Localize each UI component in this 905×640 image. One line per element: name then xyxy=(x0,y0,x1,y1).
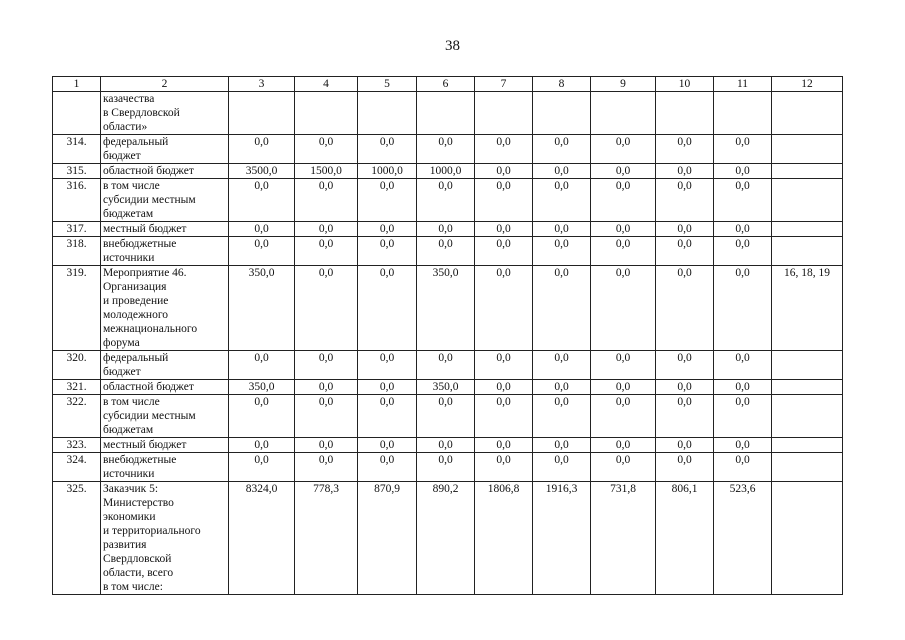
value-cell: 0,0 xyxy=(417,453,475,482)
value-cell: 0,0 xyxy=(591,266,656,351)
value-cell: 0,0 xyxy=(358,380,417,395)
target-indicators-cell xyxy=(772,395,843,438)
table-row xyxy=(53,482,843,595)
table-row xyxy=(53,438,843,453)
value-cell: 0,0 xyxy=(656,164,714,179)
target-indicators-cell xyxy=(772,351,843,380)
value-cell: 0,0 xyxy=(533,395,591,438)
value-cell xyxy=(417,92,475,135)
row-number xyxy=(53,92,101,135)
value-cell: 0,0 xyxy=(417,351,475,380)
value-cell: 870,9 xyxy=(358,482,417,595)
value-cell xyxy=(656,92,714,135)
value-cell: 523,6 xyxy=(714,482,772,595)
row-name: внебюджетные источники xyxy=(101,453,229,482)
column-header: 3 xyxy=(229,77,295,92)
table-row xyxy=(53,222,843,237)
value-cell: 0,0 xyxy=(714,237,772,266)
value-cell: 0,0 xyxy=(475,453,533,482)
value-cell: 350,0 xyxy=(229,380,295,395)
target-indicators-cell xyxy=(772,453,843,482)
value-cell: 0,0 xyxy=(656,266,714,351)
value-cell xyxy=(591,92,656,135)
row-number: 314. xyxy=(53,135,101,164)
value-cell: 0,0 xyxy=(417,222,475,237)
table-row xyxy=(53,453,843,482)
row-name: федеральный бюджет xyxy=(101,135,229,164)
value-cell: 0,0 xyxy=(358,438,417,453)
value-cell: 731,8 xyxy=(591,482,656,595)
row-number: 316. xyxy=(53,179,101,222)
row-name: Мероприятие 46. Организация и проведение молодежного межнационального форума xyxy=(101,266,229,351)
value-cell: 0,0 xyxy=(417,395,475,438)
column-header: 6 xyxy=(417,77,475,92)
value-cell: 0,0 xyxy=(475,222,533,237)
value-cell: 0,0 xyxy=(295,453,358,482)
value-cell: 350,0 xyxy=(417,266,475,351)
value-cell xyxy=(358,92,417,135)
value-cell: 0,0 xyxy=(475,266,533,351)
table-row xyxy=(53,179,843,222)
target-indicators-cell xyxy=(772,438,843,453)
column-header: 5 xyxy=(358,77,417,92)
column-header: 1 xyxy=(53,77,101,92)
value-cell xyxy=(533,92,591,135)
target-indicators-cell: 16, 18, 19 xyxy=(772,266,843,351)
column-header: 10 xyxy=(656,77,714,92)
value-cell: 0,0 xyxy=(591,395,656,438)
column-header: 7 xyxy=(475,77,533,92)
table-row xyxy=(53,351,843,380)
value-cell: 0,0 xyxy=(714,438,772,453)
value-cell xyxy=(295,92,358,135)
value-cell: 0,0 xyxy=(533,380,591,395)
value-cell: 0,0 xyxy=(229,351,295,380)
column-header: 9 xyxy=(591,77,656,92)
row-name: местный бюджет xyxy=(101,438,229,453)
value-cell: 0,0 xyxy=(295,135,358,164)
value-cell: 0,0 xyxy=(417,237,475,266)
row-name: областной бюджет xyxy=(101,380,229,395)
value-cell: 0,0 xyxy=(229,135,295,164)
value-cell: 0,0 xyxy=(295,222,358,237)
value-cell: 778,3 xyxy=(295,482,358,595)
value-cell: 1000,0 xyxy=(358,164,417,179)
value-cell: 0,0 xyxy=(714,164,772,179)
row-number: 323. xyxy=(53,438,101,453)
target-indicators-cell xyxy=(772,164,843,179)
target-indicators-cell xyxy=(772,135,843,164)
value-cell: 0,0 xyxy=(358,266,417,351)
value-cell: 0,0 xyxy=(533,179,591,222)
value-cell: 0,0 xyxy=(229,438,295,453)
value-cell: 0,0 xyxy=(656,222,714,237)
value-cell: 0,0 xyxy=(475,351,533,380)
value-cell: 0,0 xyxy=(714,453,772,482)
value-cell: 0,0 xyxy=(591,179,656,222)
value-cell: 0,0 xyxy=(475,164,533,179)
value-cell: 0,0 xyxy=(714,351,772,380)
value-cell: 0,0 xyxy=(591,453,656,482)
value-cell: 0,0 xyxy=(591,351,656,380)
value-cell: 0,0 xyxy=(656,351,714,380)
target-indicators-cell xyxy=(772,482,843,595)
row-number: 321. xyxy=(53,380,101,395)
table-row xyxy=(53,380,843,395)
value-cell: 0,0 xyxy=(229,453,295,482)
value-cell: 0,0 xyxy=(714,395,772,438)
value-cell: 0,0 xyxy=(295,395,358,438)
value-cell xyxy=(475,92,533,135)
value-cell: 0,0 xyxy=(295,266,358,351)
value-cell: 0,0 xyxy=(656,135,714,164)
value-cell: 3500,0 xyxy=(229,164,295,179)
page-number: 38 xyxy=(445,38,460,54)
value-cell: 0,0 xyxy=(533,237,591,266)
value-cell: 0,0 xyxy=(229,237,295,266)
value-cell: 350,0 xyxy=(229,266,295,351)
row-number: 317. xyxy=(53,222,101,237)
value-cell: 890,2 xyxy=(417,482,475,595)
row-number: 324. xyxy=(53,453,101,482)
table-row xyxy=(53,266,843,351)
row-number: 319. xyxy=(53,266,101,351)
target-indicators-cell xyxy=(772,222,843,237)
value-cell: 1000,0 xyxy=(417,164,475,179)
value-cell: 0,0 xyxy=(656,395,714,438)
value-cell: 0,0 xyxy=(475,438,533,453)
value-cell: 0,0 xyxy=(714,266,772,351)
value-cell: 0,0 xyxy=(656,380,714,395)
table-row xyxy=(53,395,843,438)
value-cell: 0,0 xyxy=(591,237,656,266)
value-cell: 806,1 xyxy=(656,482,714,595)
value-cell: 0,0 xyxy=(475,380,533,395)
value-cell: 1916,3 xyxy=(533,482,591,595)
value-cell: 0,0 xyxy=(417,438,475,453)
value-cell: 8324,0 xyxy=(229,482,295,595)
value-cell: 0,0 xyxy=(656,179,714,222)
value-cell: 0,0 xyxy=(533,438,591,453)
value-cell: 0,0 xyxy=(358,453,417,482)
target-indicators-cell xyxy=(772,380,843,395)
value-cell: 0,0 xyxy=(475,179,533,222)
row-name: в том числе субсидии местным бюджетам xyxy=(101,395,229,438)
row-number: 315. xyxy=(53,164,101,179)
target-indicators-cell xyxy=(772,179,843,222)
value-cell: 0,0 xyxy=(533,164,591,179)
row-name: местный бюджет xyxy=(101,222,229,237)
value-cell: 0,0 xyxy=(229,395,295,438)
value-cell: 0,0 xyxy=(591,380,656,395)
value-cell: 0,0 xyxy=(358,222,417,237)
value-cell: 0,0 xyxy=(358,135,417,164)
value-cell: 0,0 xyxy=(295,438,358,453)
value-cell: 0,0 xyxy=(591,164,656,179)
value-cell: 0,0 xyxy=(656,438,714,453)
row-name: в том числе субсидии местным бюджетам xyxy=(101,179,229,222)
header-row xyxy=(53,77,843,92)
value-cell: 0,0 xyxy=(591,222,656,237)
row-name: Заказчик 5: Министерство экономики и территориального развития Свердловской области, всего в том числе: xyxy=(101,482,229,595)
row-number: 325. xyxy=(53,482,101,595)
column-header: 2 xyxy=(101,77,229,92)
table-row xyxy=(53,135,843,164)
target-indicators-cell xyxy=(772,237,843,266)
value-cell: 0,0 xyxy=(475,237,533,266)
value-cell xyxy=(229,92,295,135)
value-cell: 0,0 xyxy=(229,179,295,222)
value-cell: 0,0 xyxy=(229,222,295,237)
column-header: 4 xyxy=(295,77,358,92)
value-cell: 0,0 xyxy=(358,351,417,380)
column-header: 8 xyxy=(533,77,591,92)
value-cell: 0,0 xyxy=(295,351,358,380)
value-cell: 0,0 xyxy=(533,453,591,482)
budget-table xyxy=(52,76,843,595)
value-cell: 0,0 xyxy=(475,395,533,438)
value-cell: 0,0 xyxy=(417,179,475,222)
value-cell: 0,0 xyxy=(358,395,417,438)
value-cell: 0,0 xyxy=(656,237,714,266)
value-cell: 0,0 xyxy=(295,179,358,222)
value-cell: 0,0 xyxy=(591,438,656,453)
value-cell: 0,0 xyxy=(295,237,358,266)
table-row xyxy=(53,164,843,179)
value-cell: 0,0 xyxy=(533,135,591,164)
row-number: 318. xyxy=(53,237,101,266)
value-cell: 0,0 xyxy=(714,179,772,222)
row-number: 320. xyxy=(53,351,101,380)
value-cell: 0,0 xyxy=(714,222,772,237)
value-cell: 0,0 xyxy=(533,222,591,237)
value-cell: 0,0 xyxy=(714,380,772,395)
value-cell: 1806,8 xyxy=(475,482,533,595)
value-cell xyxy=(714,92,772,135)
row-name: федеральный бюджет xyxy=(101,351,229,380)
value-cell: 0,0 xyxy=(591,135,656,164)
table-row xyxy=(53,237,843,266)
value-cell: 0,0 xyxy=(714,135,772,164)
row-name: внебюджетные источники xyxy=(101,237,229,266)
table-body xyxy=(53,92,843,595)
value-cell: 0,0 xyxy=(475,135,533,164)
value-cell: 0,0 xyxy=(533,351,591,380)
table-row xyxy=(53,92,843,135)
value-cell: 0,0 xyxy=(533,266,591,351)
value-cell: 350,0 xyxy=(417,380,475,395)
row-name: областной бюджет xyxy=(101,164,229,179)
value-cell: 0,0 xyxy=(358,179,417,222)
row-number: 322. xyxy=(53,395,101,438)
value-cell: 0,0 xyxy=(358,237,417,266)
row-name: казачества в Свердловской области» xyxy=(101,92,229,135)
value-cell: 0,0 xyxy=(417,135,475,164)
target-indicators-cell xyxy=(772,92,843,135)
column-header: 12 xyxy=(772,77,843,92)
value-cell: 1500,0 xyxy=(295,164,358,179)
value-cell: 0,0 xyxy=(656,453,714,482)
value-cell: 0,0 xyxy=(295,380,358,395)
column-header: 11 xyxy=(714,77,772,92)
